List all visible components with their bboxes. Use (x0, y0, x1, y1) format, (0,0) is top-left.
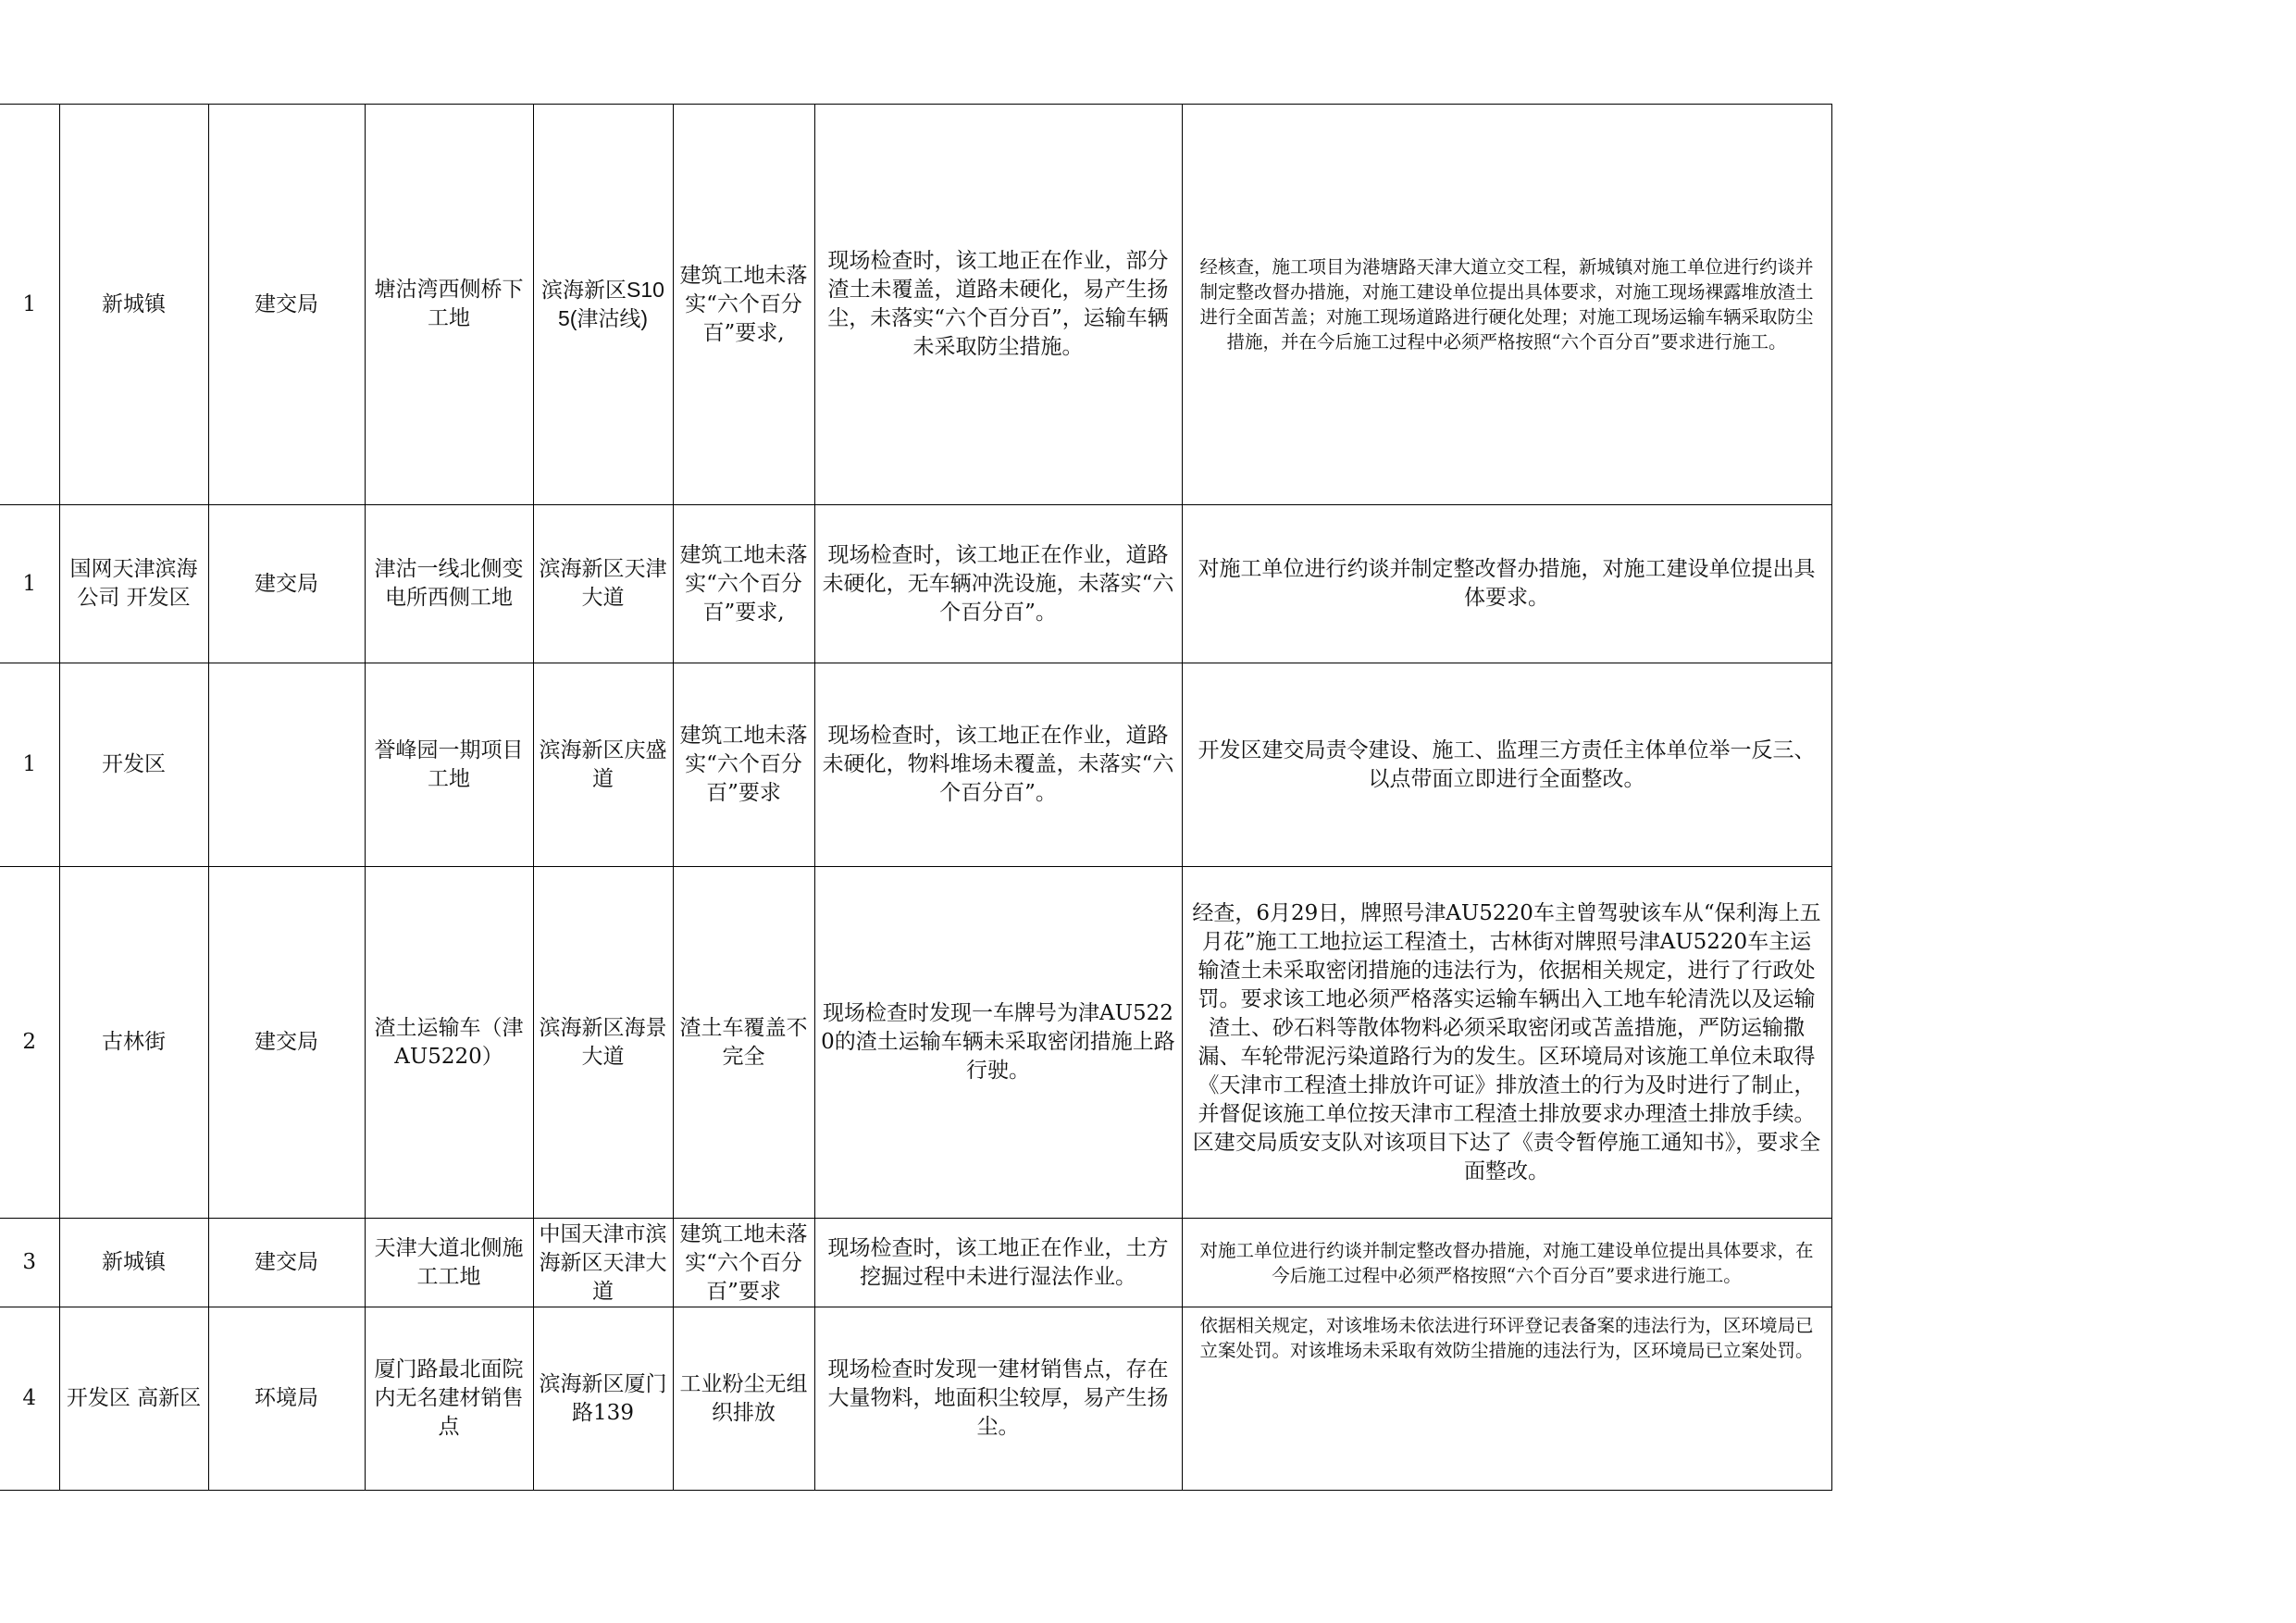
cell-site: 津沽一线北侧变电所西侧工地 (365, 505, 533, 663)
cell-finding: 现场检查时，该工地正在作业，道路未硬化，物料堆场未覆盖，未落实“六个百分百”。 (814, 663, 1182, 867)
cell-dept: 建交局 (208, 1219, 365, 1307)
cell-problem: 建筑工地未落实“六个百分百”要求 (673, 1219, 814, 1307)
cell-dept (208, 663, 365, 867)
cell-area: 开发区 (59, 663, 208, 867)
cell-finding: 现场检查时，该工地正在作业，道路未硬化，无车辆冲洗设施，未落实“六个百分百”。 (814, 505, 1182, 663)
cell-area: 开发区 高新区 (59, 1307, 208, 1491)
cell-finding: 现场检查时发现一车牌号为津AU5220的渣土运输车辆未采取密闭措施上路行驶。 (814, 867, 1182, 1219)
cell-result: 对施工单位进行约谈并制定整改督办措施，对施工建设单位提出具体要求。 (1182, 505, 1831, 663)
table-row (0, 1219, 1831, 1307)
table-row (0, 1307, 1831, 1491)
cell-no: 3 (0, 1219, 59, 1307)
cell-location: 滨海新区庆盛道 (533, 663, 673, 867)
table-row (0, 105, 1831, 505)
cell-problem: 建筑工地未落实“六个百分百”要求, (673, 505, 814, 663)
cell-site: 天津大道北侧施工工地 (365, 1219, 533, 1307)
cell-location: 滨海新区S105(津沽线) (533, 105, 673, 505)
cell-finding: 现场检查时发现一建材销售点，存在大量物料，地面积尘较厚，易产生扬尘。 (814, 1307, 1182, 1491)
cell-no: 4 (0, 1307, 59, 1491)
cell-site: 誉峰园一期项目工地 (365, 663, 533, 867)
cell-result: 开发区建交局责令建设、施工、监理三方责任主体单位举一反三、以点带面立即进行全面整改。 (1182, 663, 1831, 867)
cell-problem: 工业粉尘无组织排放 (673, 1307, 814, 1491)
cell-result: 对施工单位进行约谈并制定整改督办措施，对施工建设单位提出具体要求，在今后施工过程中必须严格按照“六个百分百”要求进行施工。 (1182, 1219, 1831, 1307)
cell-area: 古林街 (59, 867, 208, 1219)
cell-area: 新城镇 (59, 1219, 208, 1307)
cell-location: 中国天津市滨海新区天津大道 (533, 1219, 673, 1307)
cell-problem: 建筑工地未落实“六个百分百”要求, (673, 105, 814, 505)
cell-problem: 建筑工地未落实“六个百分百”要求 (673, 663, 814, 867)
cell-no: 1 (0, 105, 59, 505)
cell-finding: 现场检查时，该工地正在作业，部分渣土未覆盖，道路未硬化，易产生扬尘，未落实“六个百分百”，运输车辆未采取防尘措施。 (814, 105, 1182, 505)
cell-area: 国网天津滨海公司 开发区 (59, 505, 208, 663)
inspection-table (0, 104, 1832, 1491)
table-row (0, 663, 1831, 867)
cell-location: 滨海新区海景大道 (533, 867, 673, 1219)
cell-no: 1 (0, 663, 59, 867)
cell-problem: 渣土车覆盖不完全 (673, 867, 814, 1219)
cell-no: 1 (0, 505, 59, 663)
cell-site: 厦门路最北面院内无名建材销售点 (365, 1307, 533, 1491)
cell-location: 滨海新区天津大道 (533, 505, 673, 663)
cell-result: 经查，6月29日，牌照号津AU5220车主曾驾驶该车从“保利海上五月花”施工工地拉运工程渣土，古林街对牌照号津AU5220车主运输渣土未采取密闭措施的违法行为，依据相关规定，进行了行政处罚。要求该工地必须严格落实运输车辆出入工地车轮清洗以及运输渣土、砂石料等散体物料必须采取密闭或苫盖措施，严防运输撒漏、车轮带泥污染道路行为的发生。区环境局对该施工单位未取得《天津市工程渣土排放许可证》排放渣土的行为及时进行了制止，并督促该施工单位按天津市工程渣土排放要求办理渣土排放手续。区建交局质安支队对该项目下达了《责令暂停施工通知书》，要求全面整改。 (1182, 867, 1831, 1219)
cell-site: 塘沽湾西侧桥下工地 (365, 105, 533, 505)
cell-no: 2 (0, 867, 59, 1219)
cell-dept: 环境局 (208, 1307, 365, 1491)
cell-area: 新城镇 (59, 105, 208, 505)
cell-location: 滨海新区厦门路139 (533, 1307, 673, 1491)
table-row (0, 505, 1831, 663)
cell-dept: 建交局 (208, 867, 365, 1219)
cell-result: 依据相关规定，对该堆场未依法进行环评登记表备案的违法行为，区环境局已立案处罚。对该堆场未采取有效防尘措施的违法行为，区环境局已立案处罚。 (1182, 1307, 1831, 1491)
cell-result: 经核查，施工项目为港塘路天津大道立交工程，新城镇对施工单位进行约谈并制定整改督办措施，对施工建设单位提出具体要求，对施工现场裸露堆放渣土进行全面苫盖；对施工现场道路进行硬化处理；对施工现场运输车辆采取防尘措施，并在今后施工过程中必须严格按照“六个百分百”要求进行施工。 (1182, 105, 1831, 505)
cell-finding: 现场检查时，该工地正在作业，土方挖掘过程中未进行湿法作业。 (814, 1219, 1182, 1307)
cell-dept: 建交局 (208, 505, 365, 663)
cell-site: 渣土运输车（津AU5220） (365, 867, 533, 1219)
cell-dept: 建交局 (208, 105, 365, 505)
table-row (0, 867, 1831, 1219)
